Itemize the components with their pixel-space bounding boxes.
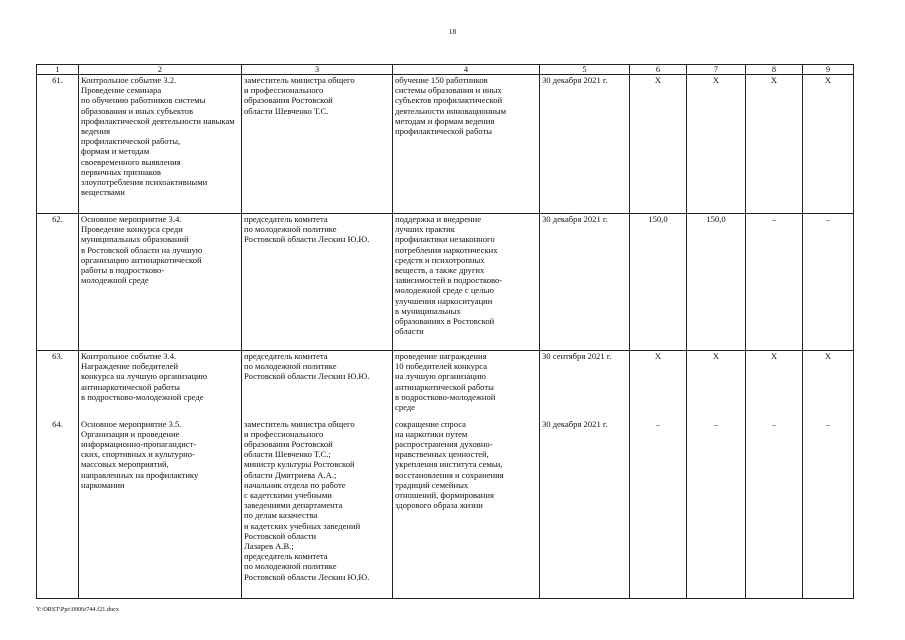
footer-file-path: Y:\ORST\Ppc\0906r744.f21.docx bbox=[36, 606, 119, 613]
value-cell: 150,0 bbox=[687, 214, 746, 351]
row-number: 62. bbox=[37, 214, 79, 351]
value-cell: Х bbox=[687, 75, 746, 214]
result-cell: сокращение спроса на наркотики путем распространения духовно- нравственных ценностей, укрепления института семьи, восстановления и сохранения традиций семейных отношений, формирования здорового образа жизни bbox=[393, 419, 540, 599]
date-cell: 30 декабря 2021 г. bbox=[540, 75, 630, 214]
responsible-cell: заместитель министра общего и профессионального образования Ростовской области Шевченко Т.С.; министр культуры Ростовской области Дмитриева А.А.; начальник отдела по работе с кадетскими учебными заведениями департамента по делам казачества и кадетских учебных заведений Ростовской области Лазарев А.В.; председатель комитета по молодежной политике Ростовской области Лескин Ю.Ю. bbox=[242, 419, 393, 599]
event-cell: Основное мероприятие 3.5. Организация и проведение информационно-пропагандист- ских, спортивных и культурно- массовых мероприятий, направленных на профилактику наркомании bbox=[79, 419, 242, 599]
table-row bbox=[37, 214, 854, 351]
value-cell: Х bbox=[803, 351, 854, 419]
value-cell: – bbox=[687, 419, 746, 599]
value-cell: Х bbox=[630, 351, 687, 419]
date-cell: 30 декабря 2021 г. bbox=[540, 214, 630, 351]
table-header-row bbox=[37, 65, 854, 75]
value-cell: Х bbox=[687, 351, 746, 419]
table-row bbox=[37, 419, 854, 599]
event-cell: Основное мероприятие 3.4. Проведение конкурса среди муниципальных образований в Ростовской области на лучшую организацию антинаркотической работы в подростково- молодежной среде bbox=[79, 214, 242, 351]
value-cell: – bbox=[746, 214, 803, 351]
result-cell: поддержка и внедрение лучших практик профилактики незаконного потребления наркотических средств и психотропных веществ, а также других зависимостей в подростково- молодежной среде с целью улучшения наркоситуации в муниципальных образованиях в Ростовской области bbox=[393, 214, 540, 351]
value-cell: Х bbox=[630, 75, 687, 214]
value-cell: 150,0 bbox=[630, 214, 687, 351]
header-cell: 9 bbox=[803, 65, 854, 75]
page-number: 18 bbox=[448, 27, 457, 36]
header-cell: 8 bbox=[746, 65, 803, 75]
header-cell: 5 bbox=[540, 65, 630, 75]
value-cell: Х bbox=[746, 351, 803, 419]
table-row bbox=[37, 351, 854, 419]
header-cell: 7 bbox=[687, 65, 746, 75]
responsible-cell: заместитель министра общего и профессионального образования Ростовской области Шевченко Т.С. bbox=[242, 75, 393, 214]
header-cell: 6 bbox=[630, 65, 687, 75]
date-cell: 30 сентября 2021 г. bbox=[540, 351, 630, 419]
event-cell: Контрольное событие 3.2. Проведение семинара по обучению работников системы образования и иных субъектов профилактической деятельности навыкам ведения профилактической работы, формам и методам своевременного выявления первичных признаков злоупотребления психоактивными веществами bbox=[79, 75, 242, 214]
value-cell: – bbox=[630, 419, 687, 599]
value-cell: Х bbox=[803, 75, 854, 214]
result-cell: обучение 150 работников системы образования и иных субъектов профилактической деятельности инновационным методам и формам ведения профилактической работы bbox=[393, 75, 540, 214]
row-number: 61. bbox=[37, 75, 79, 214]
date-cell: 30 декабря 2021 г. bbox=[540, 419, 630, 599]
header-cell: 1 bbox=[37, 65, 79, 75]
value-cell: Х bbox=[746, 75, 803, 214]
result-cell: проведение награждения 10 победителей конкурса на лучшую организацию антинаркотической работы в подростково-молодежной среде bbox=[393, 351, 540, 419]
responsible-cell: председатель комитета по молодежной политике Ростовской области Лескин Ю.Ю. bbox=[242, 214, 393, 351]
header-cell: 3 bbox=[242, 65, 393, 75]
table-row bbox=[37, 75, 854, 214]
event-cell: Контрольное событие 3.4. Награждение победителей конкурса на лучшую организацию антинаркотической работы в подростково-молодежной среде bbox=[79, 351, 242, 419]
header-cell: 4 bbox=[393, 65, 540, 75]
row-number: 64. bbox=[37, 419, 79, 599]
row-number: 63. bbox=[37, 351, 79, 419]
value-cell: – bbox=[746, 419, 803, 599]
value-cell: – bbox=[803, 419, 854, 599]
value-cell: – bbox=[803, 214, 854, 351]
header-cell: 2 bbox=[79, 65, 242, 75]
activities-table bbox=[36, 64, 854, 599]
responsible-cell: председатель комитета по молодежной политике Ростовской области Лескин Ю.Ю. bbox=[242, 351, 393, 419]
